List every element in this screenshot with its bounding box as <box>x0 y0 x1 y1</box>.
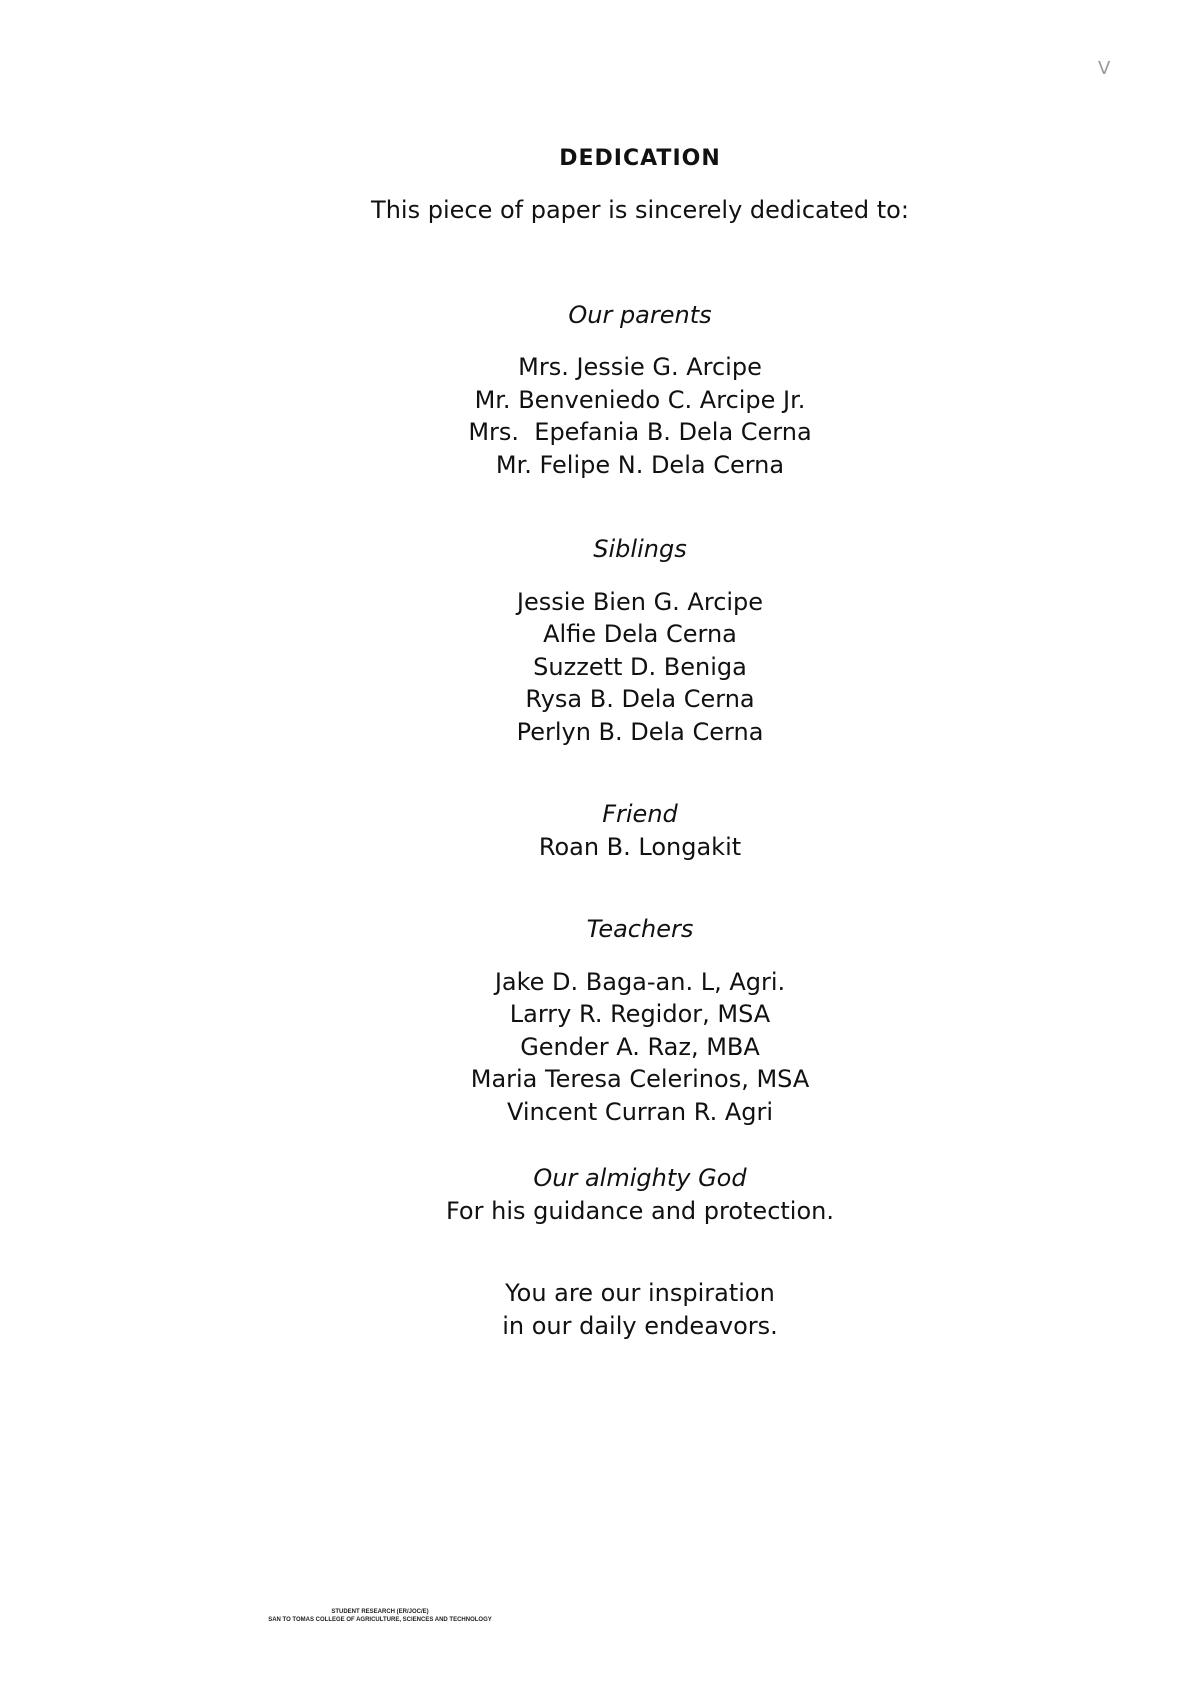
name-line: Roan B. Longakit <box>538 832 742 861</box>
intro-text: This piece of paper is sincerely dedicated to: <box>371 196 909 224</box>
teachers-heading: Teachers <box>586 915 694 943</box>
page-title: DEDICATION <box>559 146 721 171</box>
dedication-body <box>0 144 1200 1342</box>
name-line: Suzzett D. Beniga <box>533 652 747 681</box>
name-line: Larry R. Regidor, MSA <box>509 1000 771 1028</box>
friend-section <box>0 798 1200 863</box>
siblings-section <box>0 533 1200 748</box>
footer-line-2: SAN TO TOMAS COLLEGE OF AGRICULTURE, SCIENCES AND TECHNOLOGY <box>268 1617 492 1623</box>
teachers-names <box>0 966 1200 1129</box>
page-number: V <box>1098 58 1111 79</box>
parents-section <box>0 299 1200 482</box>
inspiration-section <box>0 1277 1200 1342</box>
friend-names <box>0 831 1200 864</box>
name-line: Alfie Dela Cerna <box>543 620 737 648</box>
footer <box>220 1608 540 1624</box>
name-line: Jessie Bien G. Arcipe <box>516 587 764 616</box>
teachers-section <box>0 913 1200 1128</box>
name-line: Rysa B. Dela Cerna <box>525 685 755 713</box>
name-line: Jake D. Baga-an. L, Agri. <box>494 967 786 996</box>
siblings-heading: Siblings <box>593 535 687 563</box>
inspiration-line-2: in our daily endeavors. <box>502 1311 778 1340</box>
god-heading: Our almighty God <box>533 1164 747 1192</box>
name-line: Maria Teresa Celerinos, MSA <box>470 1065 810 1093</box>
god-section <box>0 1162 1200 1227</box>
siblings-names <box>0 586 1200 749</box>
name-line: Perlyn B. Dela Cerna <box>516 717 764 746</box>
name-line: Mr. Benveniedo C. Arcipe Jr. <box>474 385 806 414</box>
parents-names <box>0 351 1200 481</box>
friend-heading: Friend <box>602 800 678 828</box>
name-line: Gender A. Raz, MBA <box>520 1032 760 1061</box>
footer-line-1: STUDENT RESEARCH (ER/JOC/E) <box>331 1609 429 1615</box>
parents-heading: Our parents <box>568 300 712 329</box>
name-line: Vincent Curran R. Agri <box>506 1097 774 1126</box>
name-line: Mrs. Jessie G. Arcipe <box>518 353 762 381</box>
god-line: For his guidance and protection. <box>445 1196 834 1225</box>
inspiration-line-1: You are our inspiration <box>505 1279 775 1307</box>
name-line: Mrs. Epefania B. Dela Cerna <box>468 418 812 446</box>
name-line: Mr. Felipe N. Dela Cerna <box>495 450 785 479</box>
